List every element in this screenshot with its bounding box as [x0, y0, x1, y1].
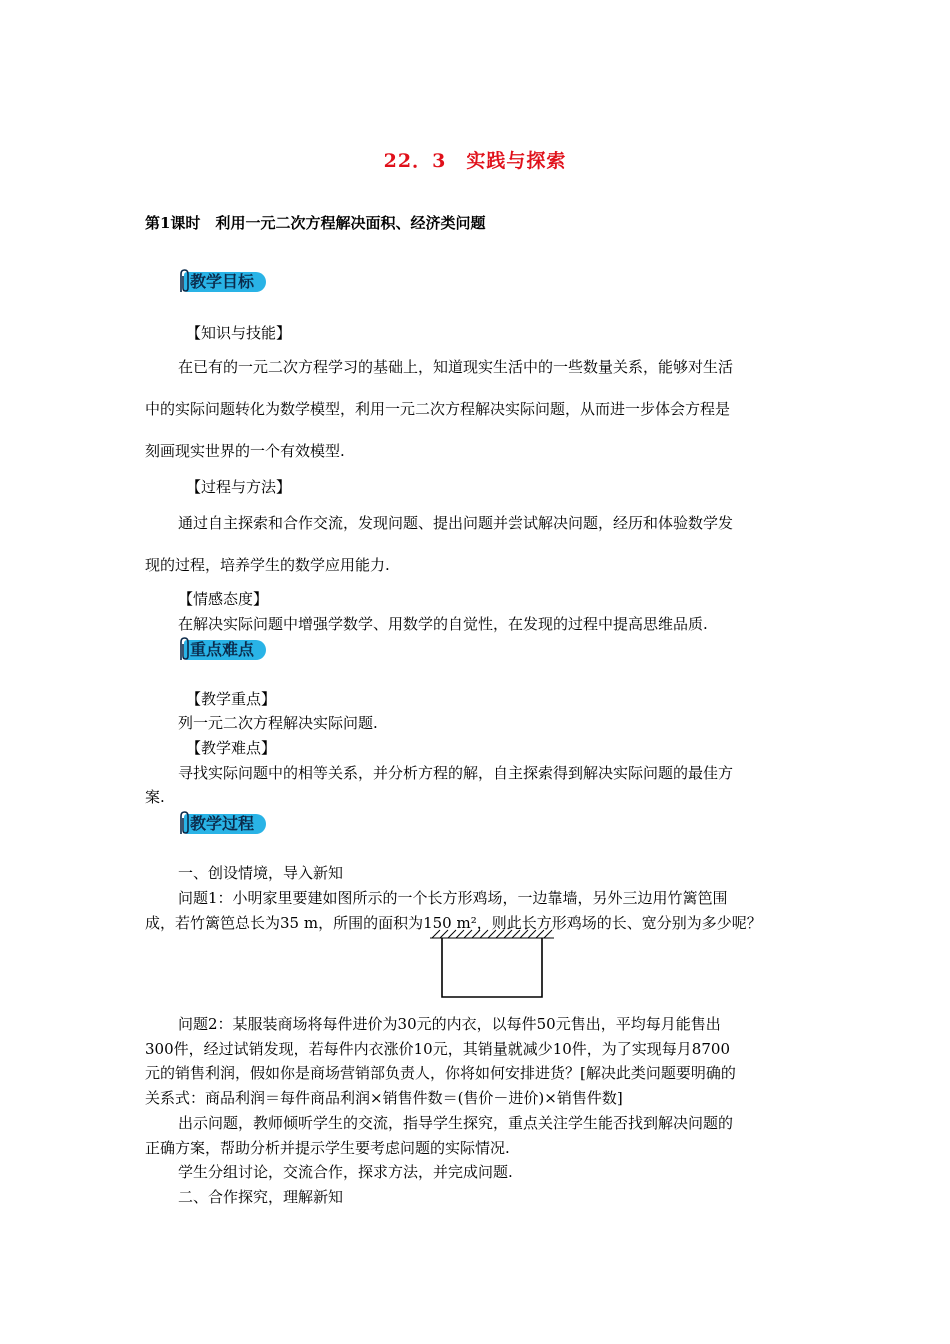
problem-line: 成，若竹篱笆总长为35 m，所围的面积为150 m²，则此长方形鸡场的长、宽分别为多少呢？ — [145, 914, 762, 932]
section-tag-goals — [176, 268, 268, 296]
paragraph-line: 寻找实际问题中的相等关系，并分析方程的解，自主探索得到解决实际问题的最佳方 — [178, 764, 734, 782]
document-title: 22．3 实践与探索 — [383, 150, 567, 172]
paragraph-line: 正确方案，帮助分析并提示学生要考虑问题的实际情况. — [145, 1139, 510, 1157]
section-tag-label: 重点难点 — [190, 640, 255, 659]
paragraph-line: 出示问题，教师倾听学生的交流，指导学生探究，重点关注学生能否找到解决问题的 — [178, 1114, 734, 1132]
paragraph-line: 列一元二次方程解决实际问题. — [178, 714, 378, 732]
paragraph-line: 刻画现实世界的一个有效模型. — [145, 442, 345, 460]
lesson-heading: 第1课时 利用一元二次方程解决面积、经济类问题 — [145, 214, 486, 232]
paragraph-line: 在已有的一元二次方程学习的基础上，知道现实生活中的一些数量关系，能够对生活 — [178, 358, 734, 376]
section-tag-label: 教学目标 — [190, 272, 255, 291]
heading-difficulty: 【教学难点】 — [186, 739, 277, 757]
paragraph-line: 学生分组讨论，交流合作，探求方法，并完成问题. — [178, 1163, 513, 1181]
paragraph-line: 中的实际问题转化为数学模型，利用一元二次方程解决实际问题，从而进一步体会方程是 — [145, 400, 731, 418]
problem-line: 关系式：商品利润＝每件商品利润×销售件数＝(售价－进价)×销售件数] — [145, 1089, 623, 1107]
paragraph-line: 在解决实际问题中增强学数学、用数学的自觉性，在发现的过程中提高思维品质. — [178, 615, 708, 633]
problem-line: 问题1：小明家里要建如图所示的一个长方形鸡场，一边靠墙，另外三边用竹篱笆围 — [178, 889, 728, 907]
step-heading: 二、合作探究，理解新知 — [178, 1188, 344, 1206]
section-tag-process — [176, 810, 268, 838]
problem-line: 问题2：某服装商场将每件进价为30元的内衣，以每件50元售出，平均每月能售出 — [178, 1015, 721, 1033]
paragraph-line: 通过自主探索和合作交流，发现问题、提出问题并尝试解决问题，经历和体验数学发 — [178, 514, 734, 532]
section-tag-label: 教学过程 — [190, 814, 255, 833]
paragraph-line: 现的过程，培养学生的数学应用能力. — [145, 556, 390, 574]
section-tag-key-points — [176, 636, 268, 664]
wall-hatching — [430, 930, 554, 938]
chicken-coop-diagram — [428, 928, 558, 1000]
heading-attitude: 【情感态度】 — [178, 590, 269, 608]
heading-key-point: 【教学重点】 — [186, 690, 277, 708]
heading-knowledge: 【知识与技能】 — [186, 324, 292, 342]
heading-process-method: 【过程与方法】 — [186, 478, 292, 496]
problem-line: 元的销售利润，假如你是商场营销部负责人，你将如何安排进货？[解决此类问题要明确的 — [145, 1064, 736, 1082]
problem-line: 300件，经过试销发现，若每件内衣涨价10元，其销量就减少10件，为了实现每月8700 — [145, 1040, 730, 1058]
paragraph-line: 案. — [145, 788, 165, 806]
fence-outline — [442, 938, 542, 997]
step-heading: 一、创设情境，导入新知 — [178, 864, 344, 882]
